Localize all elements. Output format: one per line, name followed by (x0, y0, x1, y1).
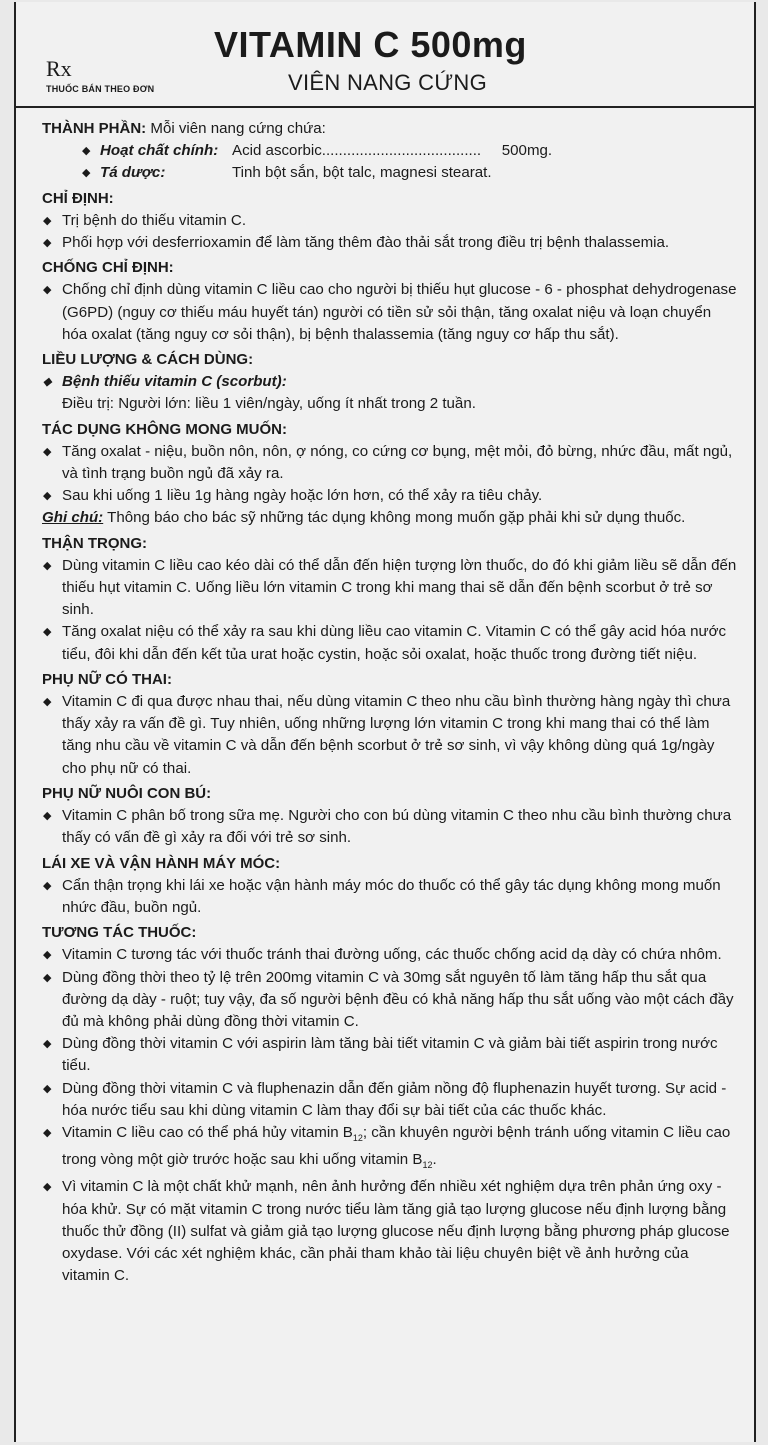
leaflet-sheet (14, 2, 756, 1442)
indication-item: ◆ Trị bệnh do thiếu vitamin C. (42, 210, 738, 232)
leaflet-header (16, 2, 754, 108)
b12-text-part3: . (432, 1151, 437, 1169)
pregnancy-item: ◆ Vitamin C đi qua được nhau thai, nếu dùng vitamin C theo nhu cầu bình thường hàng ngày thì chưa thấy xảy ra vấn đề gì. Tuy nhiên, uống những lượng lớn vitamin C trong khi mang thai có thể làm tăng nhu cầu về vitamin C và dẫn đến bệnh scorbut ở trẻ sơ sinh, vì vậy không dùng quá 1g/ngày cho phụ nữ có thai. (42, 691, 738, 780)
contraindication-item: ◆ Chống chỉ định dùng vitamin C liều cao cho người bị thiếu hụt glucose - 6 - phosphat dehydrogenase (G6PD) (nguy cơ thiếu máu huyết tán) người có tiền sử sỏi thận, tăng oxalat niệu và loạn chuyển hóa oxalat (tăng nguy cơ sỏi thận), bị bệnh thalassemia (tăng nguy cơ hấp thu sắt). (42, 279, 738, 346)
side-effects-note (42, 507, 738, 529)
side-effect-item: ◆ Sau khi uống 1 liều 1g hàng ngày hoặc lớn hơn, có thể xảy ra tiêu chảy. (42, 485, 738, 507)
product-title: VITAMIN C 500mg (214, 24, 527, 65)
indications-heading: CHỈ ĐỊNH: (42, 189, 114, 207)
excipient-value: Tinh bột sắn, bột talc, magnesi stearat. (232, 164, 492, 182)
dosage-item-label: ◆ Bệnh thiếu vitamin C (scorbut): (42, 371, 738, 393)
b12-subscript: 12 (422, 1160, 433, 1171)
active-ingredient-row (42, 140, 738, 162)
b12-text-part2: ; cần khuyên người bệnh tránh uống vitamin C liều cao trong vòng một giờ trước hoặc sau khi uống vitamin B (62, 1123, 731, 1169)
composition-intro: Mỗi viên nang cứng chứa: (150, 120, 326, 137)
interaction-item-b12 (42, 1122, 738, 1176)
driving-heading: LÁI XE VÀ VẬN HÀNH MÁY MÓC: (42, 854, 281, 872)
driving-item: ◆ Cẩn thận trọng khi lái xe hoặc vận hành máy móc do thuốc có thể gây tác dụng không mong muốn nhức đầu, buồn ngủ. (42, 875, 738, 919)
composition-heading: THÀNH PHẦN: (42, 120, 147, 137)
interactions-heading: TƯƠNG TÁC THUỐC: (42, 924, 197, 942)
active-ingredient-amount: 500mg. (501, 142, 553, 160)
dosage-item-text: Điều trị: Người lớn: liều 1 viên/ngày, uống ít nhất trong 2 tuần. (62, 395, 476, 413)
prescription-label: THUỐC BÁN THEO ĐƠN (46, 84, 155, 94)
lactation-heading: PHỤ NỮ NUÔI CON BÚ: (42, 784, 212, 802)
active-ingredient-name: Acid ascorbic (232, 142, 322, 160)
interaction-item: ◆ Dùng đồng thời vitamin C và fluphenazin dẫn đến giảm nồng độ fluphenazin huyết tương. Sự acid - hóa nước tiểu sau khi dùng vitamin C làm thay đổi sự bài tiết của các thuốc khác. (42, 1078, 738, 1122)
interaction-item: ◆ Dùng đồng thời vitamin C với aspirin làm tăng bài tiết vitamin C và giảm bài tiết aspirin trong nước tiểu. (42, 1033, 738, 1077)
active-ingredient-dots: ...................................... (321, 142, 482, 160)
active-ingredient-label: Hoạt chất chính: (100, 142, 219, 160)
excipient-label: Tá dược: (100, 164, 166, 182)
pregnancy-heading: PHỤ NỮ CÓ THAI: (42, 670, 172, 688)
excipient-row (42, 162, 738, 184)
dosage-heading: LIỀU LƯỢNG & CÁCH DÙNG: (42, 351, 254, 369)
b12-text-part1: Vitamin C liều cao có thể phá hủy vitamin B (62, 1123, 353, 1141)
leaflet-content (16, 108, 754, 1287)
note-text: Thông báo cho bác sỹ những tác dụng không mong muốn gặp phải khi sử dụng thuốc. (107, 509, 686, 527)
lactation-item: ◆ Vitamin C phân bố trong sữa mẹ. Người cho con bú dùng vitamin C theo nhu cầu bình thường chưa thấy có vấn đề gì xảy ra đối với trẻ sơ sinh. (42, 805, 738, 849)
side-effect-item: ◆ Tăng oxalat - niệu, buồn nôn, nôn, ợ nóng, co cứng cơ bụng, mệt mỏi, đỏ bừng, nhức đầu, mất ngủ, và tình trạng buồn ngủ đã xảy ra. (42, 441, 738, 485)
precautions-heading: THẬN TRỌNG: (42, 534, 147, 552)
side-effects-heading: TÁC DỤNG KHÔNG MONG MUỐN: (42, 420, 287, 438)
precaution-item: ◆ Tăng oxalat niệu có thể xảy ra sau khi dùng liều cao vitamin C. Vitamin C có thể gây acid hóa nước tiểu, đôi khi dẫn đến kết tủa urat hoặc cystin, hoặc sỏi oxalat, hoặc thuốc trong đường tiết niệu. (42, 621, 738, 665)
precaution-item: ◆ Dùng vitamin C liều cao kéo dài có thể dẫn đến hiện tượng lờn thuốc, do đó khi giảm liều sẽ dẫn đến thiếu hụt vitamin C. Uống liều lớn vitamin C trong khi mang thai sẽ dẫn đến bệnh scorbut ở trẻ sơ sinh. (42, 555, 738, 622)
interaction-item: ◆ Vì vitamin C là một chất khử mạnh, nên ảnh hưởng đến nhiều xét nghiệm dựa trên phản ứng oxy - hóa khử. Sự có mặt vitamin C trong nước tiểu làm tăng giả tạo lượng glucose nếu định lượng bằng thuốc thử đồng (II) sulfat và giảm giả tạo lượng glucose nếu định lượng bằng phương pháp glucose oxydase. Với các xét nghiệm khác, cần phải tham khảo tài liệu chuyên biệt về ảnh hưởng của vitamin C. (42, 1176, 738, 1287)
indication-item: ◆ Phối hợp với desferrioxamin để làm tăng thêm đào thải sắt trong điều trị bệnh thalassemia. (42, 232, 738, 254)
rx-symbol: Rx (46, 56, 72, 81)
product-subtitle: VIÊN NANG CỨNG (288, 70, 488, 95)
interaction-item: ◆ Vitamin C tương tác với thuốc tránh thai đường uống, các thuốc chống acid dạ dày có chứa nhôm. (42, 944, 738, 966)
note-label: Ghi chú: (42, 509, 104, 527)
composition-section (42, 118, 738, 140)
interaction-item: ◆ Dùng đồng thời theo tỷ lệ trên 200mg vitamin C và 30mg sắt nguyên tố làm tăng hấp thu sắt qua đường dạ dày - ruột; tuy vậy, đa số người bệnh đều có khả năng hấp thu sắt uống vào một cách đầy đủ mà không phải dùng đồng thời vitamin C. (42, 967, 738, 1034)
b12-subscript: 12 (352, 1132, 363, 1143)
contraindications-heading: CHỐNG CHỈ ĐỊNH: (42, 259, 174, 277)
